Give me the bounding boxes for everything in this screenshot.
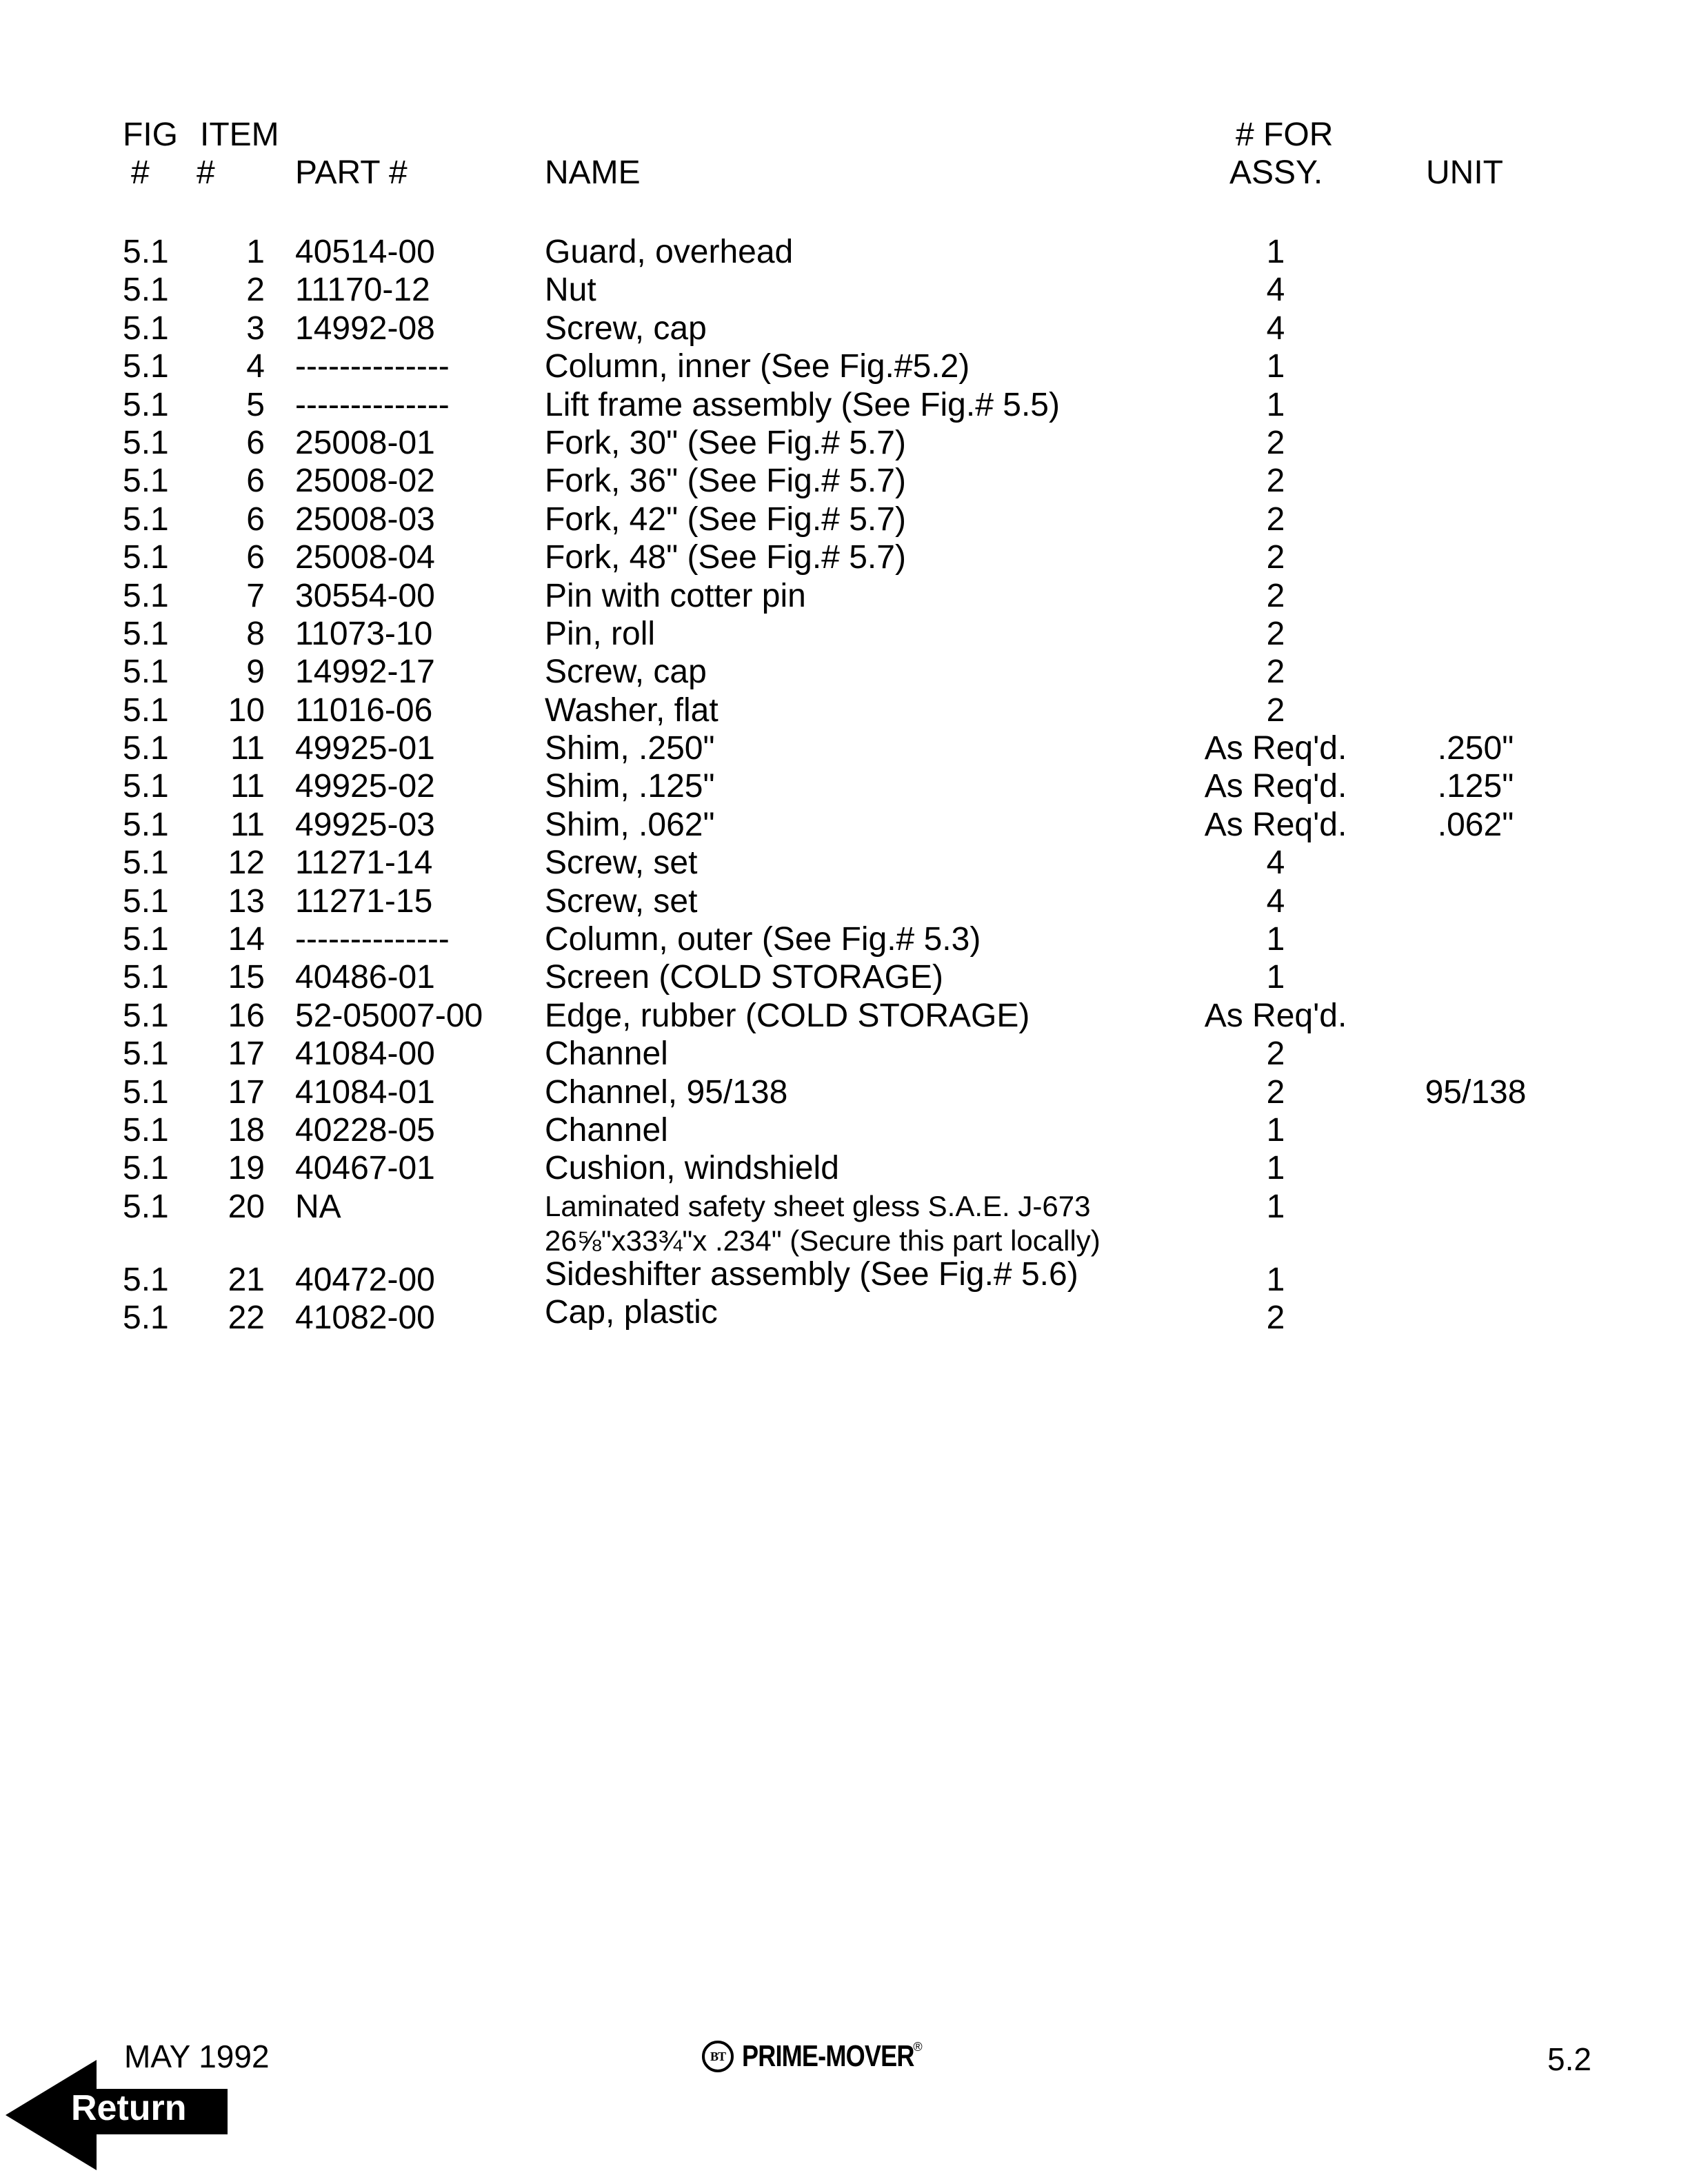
cell-part: -------------- [295,921,450,958]
cell-part: 25008-03 [295,501,435,538]
cell-item: 11 [230,730,265,767]
table-row [0,271,1688,309]
cell-part: -------------- [295,348,450,385]
table-row [0,691,1688,729]
header-item-line2: # [197,154,215,191]
cell-part: 41082-00 [295,1300,435,1337]
cell-assy: 2 [1266,539,1285,576]
cell-part: 25008-04 [295,539,435,576]
cell-name: Channel, 95/138 [545,1073,788,1111]
logo-text: PRIME-MOVER [742,2039,914,2073]
cell-assy: As Req'd. [1204,806,1347,843]
cell-assy: 2 [1266,1035,1285,1073]
cell-assy: As Req'd. [1204,730,1347,767]
cell-item: 4 [246,348,265,385]
cell-name: Cap, plastic [545,1294,718,1331]
cell-unit: .250" [1437,730,1514,767]
cell-assy: 1 [1266,1188,1285,1225]
cell-part: 11073-10 [295,615,433,652]
cell-fig: 5.1 [123,1073,169,1111]
cell-name: Guard, overhead [545,234,794,270]
cell-name: Fork, 30" (See Fig.# 5.7) [545,424,906,461]
cell-part: 11016-06 [295,691,433,729]
table-row [0,882,1688,920]
cell-fig: 5.1 [123,921,169,958]
cell-name: Shim, .062" [545,806,715,843]
cell-assy: 2 [1266,691,1285,729]
cell-item: 2 [246,272,265,309]
cell-assy: 4 [1266,882,1285,920]
table-row [0,920,1688,958]
table-row [0,1111,1688,1149]
cell-item: 6 [246,424,265,461]
table-row [0,424,1688,462]
cell-name: Screen (COLD STORAGE) [545,959,943,996]
cell-assy: 1 [1266,1150,1285,1187]
cell-part: -------------- [295,386,450,423]
table-row [0,310,1688,347]
cell-fig: 5.1 [123,386,169,423]
cell-fig: 5.1 [123,1188,169,1225]
cell-part: 11170-12 [295,272,430,309]
cell-item: 6 [246,539,265,576]
table-row [0,653,1688,691]
cell-name: Screw, cap [545,310,707,347]
table-row [0,1188,1688,1261]
cell-part: 14992-17 [295,654,435,691]
cell-name: Screw, set [545,845,698,882]
cell-name-line1: Laminated safety sheet gless S.A.E. J-673 [545,1189,1091,1222]
cell-assy: 2 [1266,577,1285,614]
cell-assy: 4 [1266,272,1285,309]
cell-assy: As Req'd. [1204,768,1347,805]
prime-mover-logo [702,2039,923,2074]
cell-name: Screw, cap [545,654,707,691]
table-row [0,1035,1688,1073]
cell-item: 19 [228,1150,265,1187]
table-row [0,538,1688,576]
cell-name: Washer, flat [545,691,719,729]
cell-part: 40514-00 [295,234,435,270]
cell-name: Channel [545,1111,668,1149]
cell-fig: 5.1 [123,539,169,576]
cell-fig: 5.1 [123,882,169,920]
cell-assy: 1 [1266,1261,1285,1298]
cell-part: 11271-14 [295,845,433,882]
cell-part: 11271-15 [295,882,433,920]
cell-item: 12 [228,845,265,882]
cell-assy: 1 [1266,348,1285,385]
cell-name: Fork, 36" (See Fig.# 5.7) [545,463,906,500]
return-button[interactable] [6,2060,233,2174]
header-name: NAME [545,154,641,191]
footer-date: MAY 1992 [124,2039,270,2074]
cell-fig: 5.1 [123,272,169,309]
table-row [0,462,1688,500]
cell-item: 22 [228,1300,265,1337]
cell-name: Screw, set [545,882,698,920]
cell-name: Fork, 48" (See Fig.# 5.7) [545,539,906,576]
cell-fig: 5.1 [123,310,169,347]
parts-table [0,233,1688,1337]
cell-part: 30554-00 [295,577,435,614]
cell-part: 49925-02 [295,768,435,805]
table-row [0,767,1688,805]
cell-item: 1 [246,234,265,270]
cell-part: 25008-01 [295,424,435,461]
cell-fig: 5.1 [123,1261,169,1298]
cell-item: 3 [246,310,265,347]
return-label: Return [71,2088,187,2128]
cell-name: Column, inner (See Fig.#5.2) [545,348,970,385]
cell-assy: 4 [1266,310,1285,347]
header-assy-line1: # FOR [1236,117,1334,153]
cell-part: 40486-01 [295,959,435,996]
cell-assy: 1 [1266,386,1285,423]
cell-fig: 5.1 [123,1150,169,1187]
bt-badge-icon: BT [702,2041,734,2072]
table-row [0,233,1688,271]
cell-part: 49925-01 [295,730,435,767]
table-row [0,997,1688,1035]
cell-part: 25008-02 [295,463,435,500]
cell-fig: 5.1 [123,424,169,461]
cell-name [545,1189,1101,1258]
cell-item: 5 [246,386,265,423]
cell-item: 6 [246,501,265,538]
cell-assy: 1 [1266,1111,1285,1149]
cell-name: Nut [545,272,596,309]
page-number: 5.2 [1547,2041,1591,2077]
cell-fig: 5.1 [123,501,169,538]
cell-item: 17 [228,1073,265,1111]
cell-item: 16 [228,997,265,1034]
table-row [0,958,1688,996]
header-assy-line2: ASSY. [1229,154,1323,191]
cell-fig: 5.1 [123,577,169,614]
cell-assy: 2 [1266,1300,1285,1337]
table-row [0,1255,1688,1299]
cell-name-line2: 26⅝"x33¾"x .234" (Secure this part locally) [545,1224,1101,1257]
table-row [0,347,1688,385]
cell-part: 41084-00 [295,1035,435,1073]
cell-fig: 5.1 [123,1300,169,1337]
cell-assy: 1 [1266,959,1285,996]
cell-part: 14992-08 [295,310,435,347]
cell-assy: 2 [1266,1073,1285,1111]
cell-fig: 5.1 [123,1111,169,1149]
cell-part: 40472-00 [295,1261,435,1298]
cell-unit: 95/138 [1425,1073,1527,1111]
cell-part: 52-05007-00 [295,997,483,1034]
cell-fig: 5.1 [123,1035,169,1073]
cell-assy: 2 [1266,615,1285,652]
cell-item: 14 [228,921,265,958]
cell-item: 15 [228,959,265,996]
cell-fig: 5.1 [123,615,169,652]
header-part: PART # [295,154,408,191]
cell-item: 11 [230,806,265,843]
table-row [0,1149,1688,1187]
cell-part: 49925-03 [295,806,435,843]
cell-assy: 2 [1266,424,1285,461]
cell-part: 40228-05 [295,1111,435,1149]
registered-mark: ® [913,2039,923,2054]
cell-fig: 5.1 [123,234,169,270]
parts-table-body-after [0,1255,1688,1337]
cell-fig: 5.1 [123,845,169,882]
cell-item: 11 [230,768,265,805]
cell-item: 6 [246,463,265,500]
cell-name: Cushion, windshield [545,1150,839,1187]
cell-name: Lift frame assembly (See Fig.# 5.5) [545,386,1060,423]
table-row [0,386,1688,424]
cell-part: 40467-01 [295,1150,435,1187]
cell-item: 17 [228,1035,265,1073]
cell-part: 41084-01 [295,1073,435,1111]
table-row [0,577,1688,615]
header-fig-line2: # [131,154,150,191]
cell-item: 10 [228,691,265,729]
cell-item: 9 [246,654,265,691]
parts-table-body [0,233,1688,1188]
cell-fig: 5.1 [123,691,169,729]
cell-name: Channel [545,1035,668,1073]
table-row [0,615,1688,653]
cell-fig: 5.1 [123,806,169,843]
cell-assy: 2 [1266,501,1285,538]
cell-fig: 5.1 [123,997,169,1034]
header-item-line1: ITEM [200,117,279,153]
cell-fig: 5.1 [123,768,169,805]
cell-item: 7 [246,577,265,614]
table-row [0,1073,1688,1111]
cell-assy: 4 [1266,845,1285,882]
cell-item: 21 [228,1261,265,1298]
cell-name: Shim, .250" [545,730,715,767]
table-row [0,844,1688,882]
table-row [0,729,1688,767]
cell-item: 18 [228,1111,265,1149]
cell-assy: 2 [1266,654,1285,691]
cell-assy: 2 [1266,463,1285,500]
cell-unit: .062" [1437,806,1514,843]
cell-fig: 5.1 [123,654,169,691]
cell-fig: 5.1 [123,959,169,996]
cell-assy: As Req'd. [1204,997,1347,1034]
cell-name: Pin, roll [545,615,656,652]
cell-name: Sideshifter assembly (See Fig.# 5.6) [545,1255,1078,1293]
header-fig-line1: FIG [123,117,178,153]
cell-part: NA [295,1188,341,1225]
cell-name: Pin with cotter pin [545,577,806,614]
table-row [0,1294,1688,1337]
cell-name: Edge, rubber (COLD STORAGE) [545,997,1030,1034]
cell-item: 13 [228,882,265,920]
cell-name: Column, outer (See Fig.# 5.3) [545,921,981,958]
cell-item: 20 [228,1188,265,1225]
header-unit: UNIT [1426,154,1503,191]
cell-assy: 1 [1266,921,1285,958]
cell-fig: 5.1 [123,348,169,385]
cell-item: 8 [246,615,265,652]
cell-name: Fork, 42" (See Fig.# 5.7) [545,501,906,538]
table-row [0,806,1688,844]
cell-unit: .125" [1437,768,1514,805]
cell-fig: 5.1 [123,463,169,500]
table-row [0,501,1688,538]
cell-name: Shim, .125" [545,768,715,805]
cell-assy: 1 [1266,234,1285,270]
cell-fig: 5.1 [123,730,169,767]
